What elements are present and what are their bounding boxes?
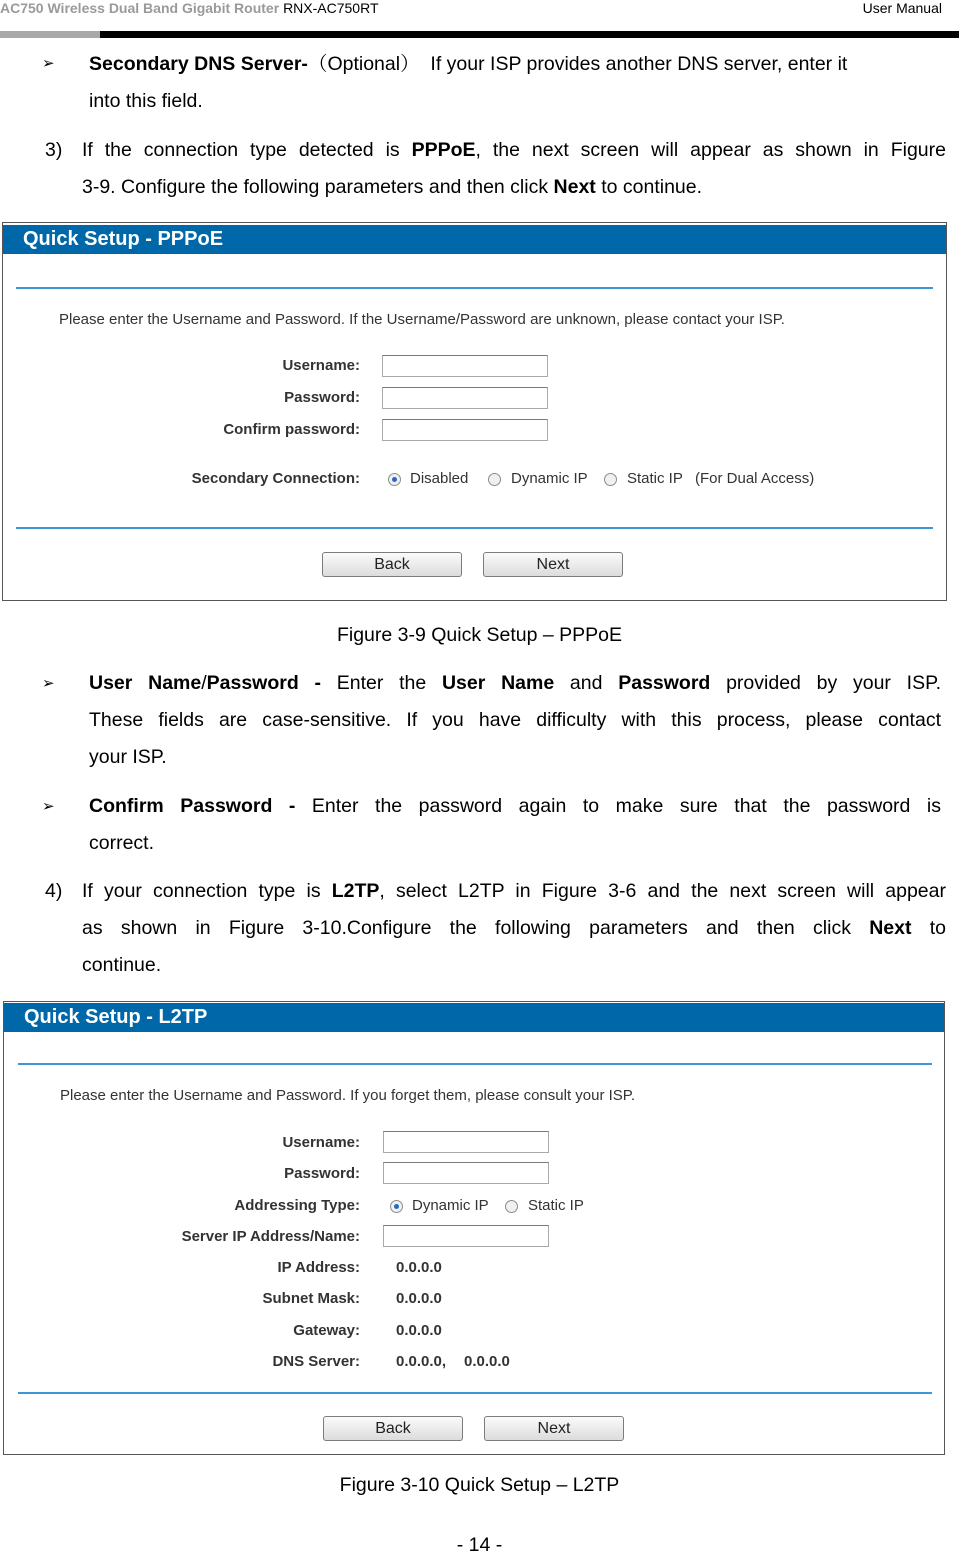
username-input[interactable] <box>383 1131 549 1153</box>
username-label: Username: <box>282 1134 360 1151</box>
model-name: RNX-AC750RT <box>283 0 379 16</box>
l2tp-screenshot <box>3 1001 945 1455</box>
ip-address-value: 0.0.0.0 <box>396 1259 442 1276</box>
back-button[interactable]: Back <box>323 1416 463 1441</box>
step-number: 3) <box>45 139 63 161</box>
radio-dynamic-ip[interactable] <box>488 473 501 486</box>
subnet-mask-label: Subnet Mask: <box>262 1290 360 1307</box>
secondary-connection-label: Secondary Connection: <box>191 470 360 487</box>
text: to <box>911 917 946 939</box>
server-address-label: Server IP Address/Name: <box>181 1228 360 1245</box>
addressing-type-label: Addressing Type: <box>234 1197 360 1214</box>
step4-text <box>82 873 946 984</box>
bullet-arrow-icon: ➢ <box>42 675 55 692</box>
term: User Name <box>441 672 555 694</box>
text: to continue. <box>595 176 703 198</box>
text-cont: into this field. <box>89 90 203 112</box>
term: Password <box>618 672 711 694</box>
figure-caption: Figure 3-10 Quick Setup – L2TP <box>339 1474 620 1496</box>
text: continue. <box>82 954 162 976</box>
instruction-text: Please enter the Username and Password. If the Username/Password are unknown, please contact your ISP. <box>59 311 785 328</box>
gateway-label: Gateway: <box>293 1322 360 1339</box>
step-number: 4) <box>45 880 63 902</box>
optional-note: （Optional） <box>307 53 420 75</box>
term: Password - <box>206 672 322 694</box>
dns-server-value-1: 0.0.0.0, <box>396 1353 447 1370</box>
text: Next <box>869 917 912 939</box>
header-rule <box>0 31 959 38</box>
dns-server-value-2: 0.0.0.0 <box>464 1353 510 1370</box>
term: User Name <box>89 672 202 694</box>
text: PPPoE <box>411 139 476 161</box>
text: If your connection type is <box>82 880 332 902</box>
password-input[interactable] <box>383 1162 549 1184</box>
bullet-arrow-icon: ➢ <box>42 55 55 72</box>
username-input[interactable] <box>382 355 548 377</box>
server-address-input[interactable] <box>383 1225 549 1247</box>
confirm-password-label: Confirm password: <box>223 421 360 438</box>
text: provided by your ISP. <box>710 672 941 694</box>
radio-static-ip[interactable] <box>505 1200 518 1213</box>
divider <box>18 1063 932 1065</box>
text: / <box>201 672 207 694</box>
text: , select L2TP in Figure 3-6 and the next screen will appear <box>379 880 946 902</box>
radio-static-ip-label: Static IP <box>528 1197 584 1214</box>
text: L2TP <box>331 880 380 902</box>
divider <box>18 1392 932 1394</box>
text: 3-9. Configure the following parameters and then click <box>82 176 554 198</box>
radio-static-ip-label: Static IP <box>627 470 683 487</box>
running-header-right: User Manual <box>862 0 942 16</box>
password-label: Password: <box>284 389 360 406</box>
radio-disabled[interactable] <box>388 473 401 486</box>
ip-address-label: IP Address: <box>277 1259 360 1276</box>
term: Confirm Password - <box>89 795 296 817</box>
radio-dynamic-ip[interactable] <box>390 1200 403 1213</box>
divider <box>16 287 933 289</box>
instruction-text: Please enter the Username and Password. If you forget them, please consult your ISP. <box>60 1087 636 1104</box>
text: Enter the password again to make sure that the password is <box>295 795 941 817</box>
bullet-secondary-dns <box>89 46 941 120</box>
text: correct. <box>89 832 155 854</box>
step3-text <box>82 132 946 206</box>
panel-title: Quick Setup - L2TP <box>4 1003 944 1032</box>
bullet-confirm-password <box>89 788 941 862</box>
panel-title: Quick Setup - PPPoE <box>3 225 946 254</box>
next-button[interactable]: Next <box>483 552 623 577</box>
text: These fields are case-sensitive. If you have difficulty with this process, please contact <box>89 709 941 731</box>
radio-dynamic-ip-label: Dynamic IP <box>511 470 588 487</box>
pppoe-screenshot <box>2 222 947 601</box>
text: as shown in Figure 3-10.Configure the following parameters and then click <box>82 917 870 939</box>
back-button[interactable]: Back <box>322 552 462 577</box>
username-label: Username: <box>282 357 360 374</box>
term: Secondary DNS Server- <box>89 53 308 75</box>
divider <box>16 527 933 529</box>
gateway-value: 0.0.0.0 <box>396 1322 442 1339</box>
password-input[interactable] <box>382 387 548 409</box>
bullet-arrow-icon: ➢ <box>42 798 55 815</box>
figure-caption: Figure 3-9 Quick Setup – PPPoE <box>336 624 623 646</box>
text: , the next screen will appear as shown in Figure <box>475 139 946 161</box>
radio-dynamic-ip-label: Dynamic IP <box>412 1197 489 1214</box>
radio-disabled-label: Disabled <box>410 470 469 487</box>
next-button[interactable]: Next <box>484 1416 624 1441</box>
product-name: AC750 Wireless Dual Band Gigabit Router <box>0 0 280 16</box>
bullet-user-password <box>89 665 941 776</box>
text: and <box>554 672 619 694</box>
text: your ISP. <box>89 746 167 768</box>
confirm-password-input[interactable] <box>382 419 548 441</box>
subnet-mask-value: 0.0.0.0 <box>396 1290 442 1307</box>
text: If your ISP provides another DNS server, enter it <box>430 53 848 75</box>
radio-static-ip[interactable] <box>604 473 617 486</box>
text: Enter the <box>321 672 442 694</box>
page-number: - 14 - <box>456 1534 503 1556</box>
password-label: Password: <box>284 1165 360 1182</box>
dns-server-label: DNS Server: <box>272 1353 360 1370</box>
text: Next <box>553 176 596 198</box>
dual-access-note: (For Dual Access) <box>695 470 815 487</box>
running-header-left <box>0 0 379 16</box>
text: If the connection type detected is <box>82 139 412 161</box>
